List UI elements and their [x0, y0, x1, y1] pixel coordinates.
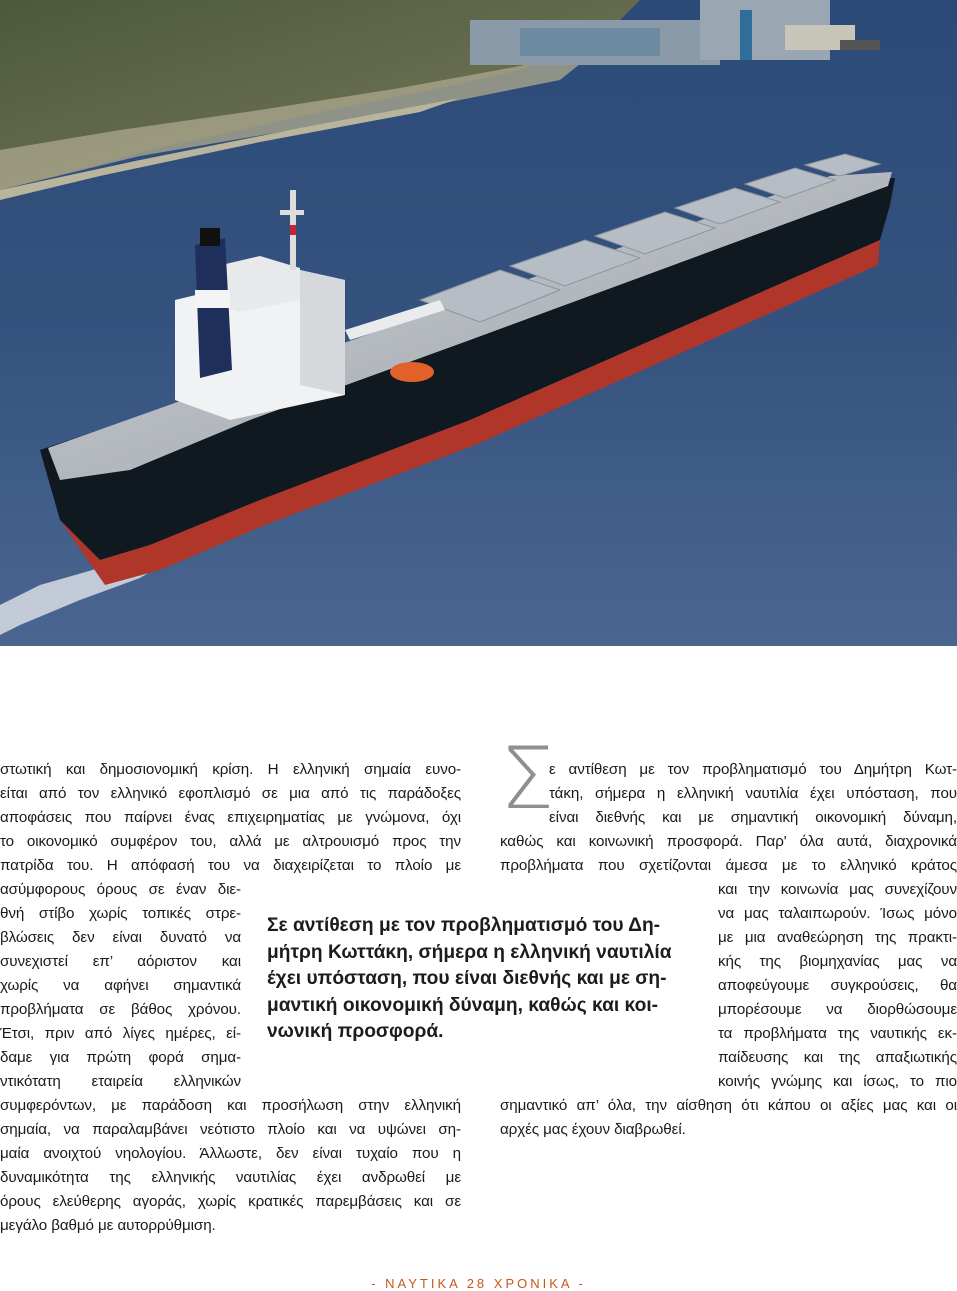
left-line: αποφάσεις που παίρνει ένας επιχειρηματίας με γνώμονα, όχι [0, 809, 461, 826]
right-line: αποφεύγουμε συγκρούσεις, θα [718, 977, 957, 994]
pull-quote-line: μαντική οικονομική δύναμη, καθώς και κοι- [267, 994, 659, 1016]
right-line: κοινής γνώμης και ίσως, το πιο [718, 1073, 957, 1090]
pull-quote-line: μήτρη Κωττάκη, σήμερα η ελληνική ναυτιλία [267, 941, 672, 963]
pull-quote-line: έχει υπόσταση, που είναι διεθνής και με ση- [267, 968, 667, 989]
left-line: συμφερόντων, με παράδοση και προσήλωση στην ελληνική [0, 1097, 461, 1114]
left-line: όρους ελεύθερης αγοράς, χωρίς κρατικές παρεμβάσεις και σε [0, 1193, 461, 1210]
left-line: είται από τον ελληνικό εφοπλισμό σε μια από τις παράδοξες [0, 785, 461, 802]
right-line: σημαντικό απ’ όλα, την αίσθηση ότι κάπου οι αξίες μας και οι [500, 1097, 957, 1114]
right-line: με μια αναθεώρηση της πρακτι- [718, 929, 957, 946]
pull-quote [267, 913, 697, 1046]
right-line: καθώς και κοινωνική προσφορά. Παρ' όλα αυτά, διαχρονικά [500, 833, 957, 850]
left-line: ντικότατη εταιρεία ελληνικών [0, 1073, 241, 1090]
pull-quote-line: Σε αντίθεση με τον προβληματισμό του Δη- [267, 915, 661, 936]
page-footer: - ΝΑΥΤΙΚΑ 28 ΧΡΟΝΙΚΑ - [371, 1276, 586, 1291]
right-line: παίδευσης και της απαξιωτικής [718, 1049, 957, 1066]
right-line: και την κοινωνία μας συνεχίζουν [718, 881, 957, 898]
left-line: το οικονομικό συμφέρον του, αλλά με αλτρουισμό προς την [0, 833, 461, 850]
right-line: κής της βιομηχανίας μας να [718, 953, 957, 970]
right-line: μπορέσουμε να διορθώσουμε [718, 1001, 957, 1018]
right-line: ε αντίθεση με τον προβληματισμό του Δημήτρη Κωτ- [549, 761, 957, 778]
right-line: να μας ταλαιπωρούν. Ίσως μόνο [718, 905, 957, 922]
right-line: τάκη, σήμερα η ελληνική ναυτιλία έχει υπόσταση, που [549, 785, 957, 802]
left-line: δυναμικότητα της ελληνικής ναυτιλίας έχει ανδρωθεί με [0, 1169, 461, 1186]
left-line: σημαία, να παραλαμβάνει νεότιστο πλοίο και να υψώνει ση- [0, 1121, 461, 1138]
right-line: είναι διεθνής και με σημαντική οικονομική δύναμη, [549, 809, 957, 826]
left-line: ασύμφορους όρους σε έναν διε- [0, 881, 241, 898]
left-line: μαία ανοιχτού νηολογίου. Άλλωστε, δεν είναι τυχαίο που η [0, 1145, 461, 1162]
right-line: αρχές μας έχουν διαβρωθεί. [500, 1121, 686, 1138]
left-line: πατρίδα του. Η απόφασή του να διαχειρίζεται το πλοίο με [0, 857, 461, 874]
left-line: μεγάλο βαθμό με αυτορρύθμιση. [0, 1217, 216, 1234]
pull-quote-line: νωνική προσφορά. [267, 1021, 444, 1042]
right-line: προβλήματα που σχετίζονται άμεσα με το ελληνικό κράτος [500, 857, 957, 874]
drop-cap: Σ [500, 729, 555, 829]
left-line: δαμε για πρώτη φορά σημα- [0, 1049, 241, 1066]
right-line: τα προβλήματα της ναυτικής εκ- [718, 1025, 957, 1042]
left-line: προβλήματα σε βάθος χρόνου. [0, 1001, 241, 1018]
left-line: συνεχιστεί επ’ αόριστον και [0, 953, 241, 970]
left-line: χωρίς να αφήνει σημαντικά [0, 977, 241, 994]
left-line: Έτσι, πριν από λίγες ημέρες, εί- [0, 1025, 241, 1042]
left-line: στωτική και δημοσιονομική κρίση. Η ελληνική σημαία ευνο- [0, 761, 461, 778]
left-line: βλώσεις δεν είναι δυνατό να [0, 929, 241, 946]
left-line: θνή στίβο χωρίς τοπικές στρε- [0, 905, 241, 922]
